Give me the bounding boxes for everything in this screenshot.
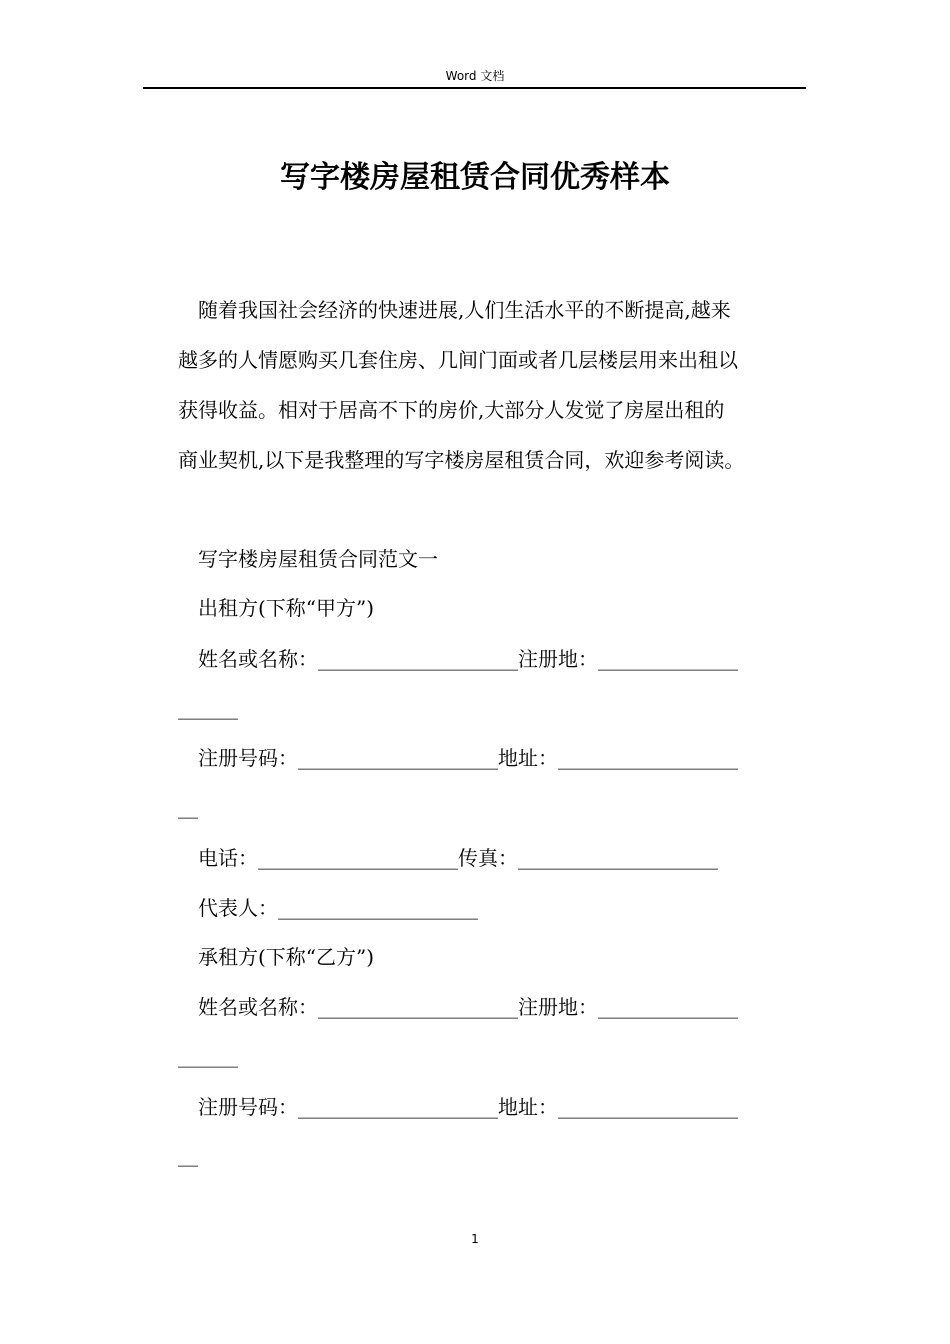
page-header-label: Word 文档 — [445, 69, 505, 83]
lessee-registration-field: 注册号码：____________________地址：__________________ — [198, 1095, 738, 1119]
lessor-name-field-continuation: ______ — [178, 696, 238, 720]
lessee-name-field-continuation: ______ — [178, 1044, 238, 1068]
lessee-name-field: 姓名或名称：____________________注册地：______________ — [198, 995, 738, 1019]
header-divider — [143, 87, 806, 89]
lessor-registration-field-continuation: __ — [178, 795, 198, 819]
intro-paragraph-line: 商业契机,以下是我整理的写字楼房屋租赁合同，欢迎参考阅读。 — [178, 448, 745, 472]
lessor-representative-field: 代表人：____________________ — [198, 896, 478, 920]
document-title: 写字楼房屋租赁合同优秀样本 — [280, 160, 670, 195]
page-number: 1 — [471, 1232, 479, 1246]
lessee-heading: 承租方(下称“乙方”) — [198, 945, 375, 969]
lessor-heading: 出租方(下称“甲方”) — [198, 596, 375, 620]
lessee-registration-field-continuation: __ — [178, 1143, 198, 1167]
lessor-registration-field: 注册号码：____________________地址：__________________ — [198, 746, 738, 770]
intro-paragraph-line: 随着我国社会经济的快速进展,人们生活水平的不断提高,越来 — [178, 298, 731, 322]
intro-paragraph-line: 获得收益。相对于居高不下的房价,大部分人发觉了房屋出租的 — [178, 398, 725, 422]
lessor-phone-fax-field: 电话：____________________传真：____________________ — [198, 846, 718, 870]
intro-paragraph-line: 越多的人情愿购买几套住房、几间门面或者几层楼层用来出租以 — [178, 348, 738, 372]
section-heading: 写字楼房屋租赁合同范文一 — [198, 547, 438, 571]
lessor-name-field: 姓名或名称：____________________注册地：______________ — [198, 647, 738, 671]
